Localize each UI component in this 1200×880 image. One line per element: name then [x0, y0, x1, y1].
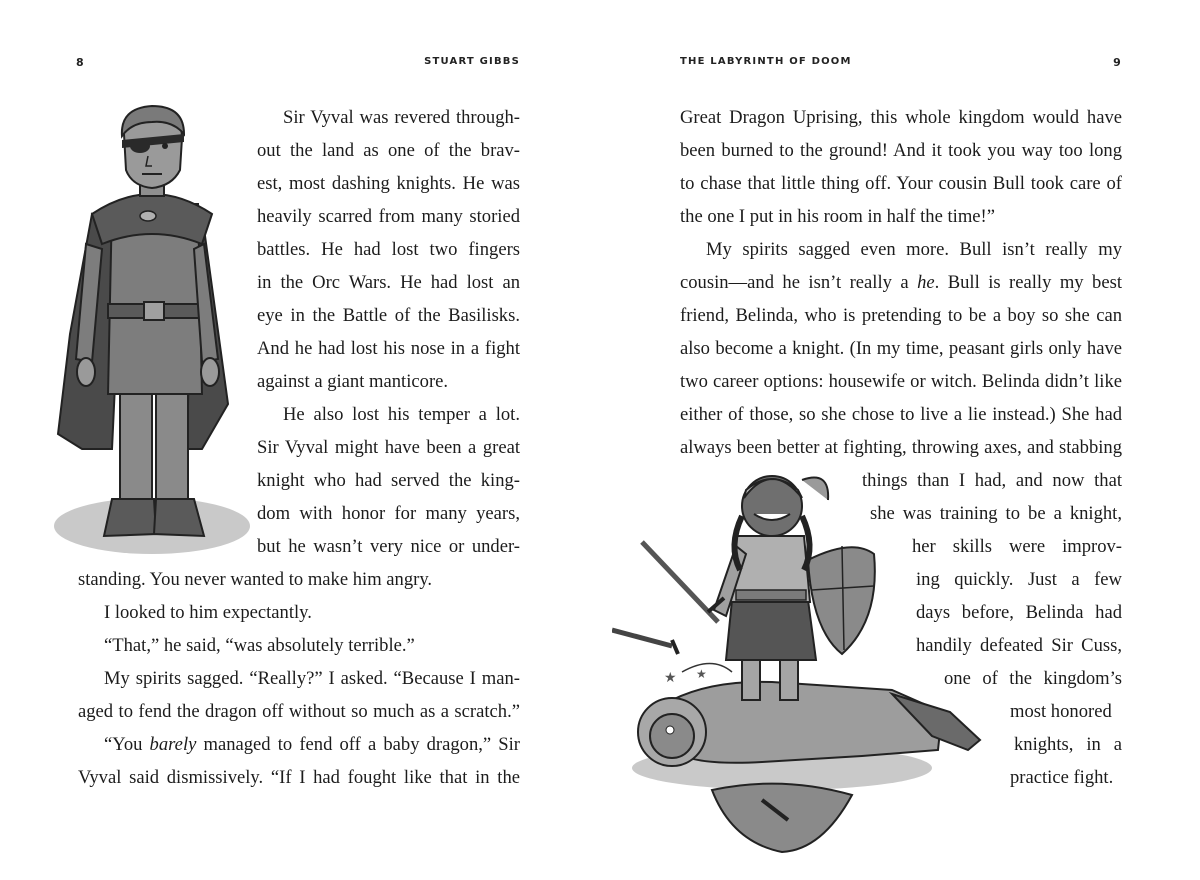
line-text: knights, in a [1014, 734, 1122, 755]
page-number: 8 [76, 56, 85, 69]
text-line [600, 266, 1200, 299]
text-line [0, 761, 600, 794]
line-text: Sir Vyval was revered through- [283, 107, 520, 128]
line-text: one of the kingdom’s [944, 668, 1122, 689]
text-line [0, 530, 600, 563]
running-head-title: THE LABYRINTH OF DOOM [680, 56, 852, 67]
text-line [0, 332, 600, 365]
text-line [600, 431, 1200, 464]
text-line [0, 695, 600, 728]
text-line [0, 497, 600, 530]
text-line [600, 563, 1200, 596]
line-text: handily defeated Sir Cuss, [916, 635, 1122, 656]
text-line [600, 299, 1200, 332]
line-text: to chase that little thing off. Your cousin Bull took care of [680, 173, 1122, 194]
running-head-author: STUART GIBBS [424, 56, 520, 67]
line-text: My spirits sagged even more. Bull isn’t really my [706, 239, 1122, 260]
line-text: always been better at fighting, throwing axes, and stabbing [680, 437, 1122, 458]
line-text: either of those, so she chose to live a lie instead.) She had [680, 404, 1122, 425]
line-text: most honored [1010, 701, 1112, 722]
text-line [600, 101, 1200, 134]
line-text: cousin—and he isn’t really a he. Bull is really my best [680, 272, 1122, 293]
text-line [600, 629, 1200, 662]
text-line [0, 431, 600, 464]
text-line [600, 365, 1200, 398]
line-text: been burned to the ground! And it took you way too long [680, 140, 1122, 161]
line-text: in the Orc Wars. He had lost an [257, 272, 520, 293]
text-line [0, 167, 600, 200]
line-text: knight who had served the king- [257, 470, 520, 491]
text-line [600, 233, 1200, 266]
right-page [600, 0, 1200, 880]
text-line [0, 398, 600, 431]
text-line [600, 596, 1200, 629]
line-text: aged to fend the dragon off without so much as a scratch.” [78, 701, 520, 722]
text-line [0, 233, 600, 266]
line-text: ing quickly. Just a few [916, 569, 1122, 590]
text-line [0, 563, 600, 596]
text-line [0, 629, 600, 662]
line-text: but he wasn’t very nice or under- [257, 536, 520, 557]
text-line [600, 497, 1200, 530]
line-text: the one I put in his room in half the time!” [680, 206, 995, 227]
line-text: also become a knight. (In my time, peasant girls only have [680, 338, 1122, 359]
text-line [0, 101, 600, 134]
line-text: standing. You never wanted to make him angry. [78, 569, 433, 590]
text-line [0, 299, 600, 332]
line-text: against a giant manticore. [257, 371, 449, 392]
line-text: est, most dashing knights. He was [257, 173, 520, 194]
page-number: 9 [1113, 56, 1122, 69]
line-text: And he had lost his nose in a fight [257, 338, 520, 359]
line-text: things than I had, and now that [862, 470, 1122, 491]
text-line [0, 134, 600, 167]
text-line [0, 200, 600, 233]
line-text: “That,” he said, “was absolutely terrible.” [104, 635, 415, 656]
text-line [600, 695, 1200, 728]
line-text: He also lost his temper a lot. [283, 404, 520, 425]
text-line [0, 266, 600, 299]
text-line [600, 332, 1200, 365]
text-line [0, 596, 600, 629]
line-text: battles. He had lost two fingers [257, 239, 520, 260]
text-line [600, 728, 1200, 761]
line-text: dom with honor for many years, [257, 503, 520, 524]
line-text: days before, Belinda had [916, 602, 1122, 623]
text-line [0, 662, 600, 695]
svg-text:★: ★ [664, 669, 677, 685]
text-line [600, 761, 1200, 794]
text-line [0, 365, 600, 398]
line-text: Vyval said dismissively. “If I had fought like that in the [78, 767, 520, 788]
text-line [600, 398, 1200, 431]
text-line [0, 464, 600, 497]
text-line [600, 200, 1200, 233]
text-line [600, 167, 1200, 200]
line-text: I looked to him expectantly. [104, 602, 312, 623]
line-text: heavily scarred from many storied [257, 206, 520, 227]
line-text: eye in the Battle of the Basilisks. [257, 305, 520, 326]
line-text: My spirits sagged. “Really?” I asked. “Because I man- [104, 668, 520, 689]
line-text: Great Dragon Uprising, this whole kingdom would have [680, 107, 1122, 128]
line-text: “You barely managed to fend off a baby dragon,” Sir [104, 734, 520, 755]
line-text: two career options: housewife or witch. Belinda didn’t like [680, 371, 1122, 392]
text-line [600, 662, 1200, 695]
line-text: she was training to be a knight, [870, 503, 1122, 524]
text-line [0, 728, 600, 761]
text-line [600, 530, 1200, 563]
line-text: her skills were improv- [912, 536, 1122, 557]
text-line [600, 134, 1200, 167]
line-text: out the land as one of the brav- [257, 140, 520, 161]
line-text: practice fight. [1010, 767, 1114, 788]
line-text: Sir Vyval might have been a great [257, 437, 520, 458]
line-text: friend, Belinda, who is pretending to be a boy so she can [680, 305, 1122, 326]
text-line [600, 464, 1200, 497]
svg-text:★: ★ [696, 667, 707, 681]
